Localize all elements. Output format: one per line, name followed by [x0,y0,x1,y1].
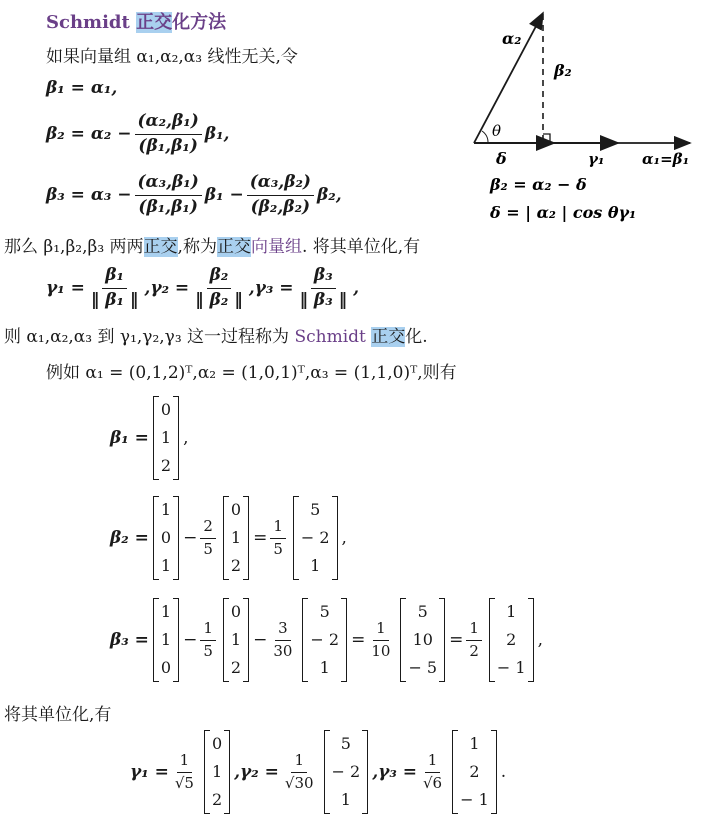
numerator: 1 [270,518,286,538]
numerator: (α₃,β₂) [247,173,314,196]
fraction [135,112,202,156]
alpha1-beta1-label: α₁=β₁ [642,150,690,168]
fraction [420,752,445,792]
matrix-entry: 1 [469,734,480,753]
matrix-entry: − 2 [300,528,330,547]
matrix-entry: 1 [340,790,351,809]
fraction [466,620,482,660]
matrix [153,598,179,682]
beta2-label: β₂ [554,61,572,80]
matrix-entry: 2 [211,790,223,809]
fraction [135,173,202,217]
matrix-entry: 0 [211,734,223,753]
denominator: 2 [469,641,479,660]
matrix-entry: 5 [319,602,330,621]
fraction [270,518,286,558]
matrix-entry: − 1 [460,790,489,809]
delta-label: δ [496,149,507,168]
matrix [489,598,534,682]
matrix-entry: 2 [160,456,172,475]
matrix-entry: 2 [230,556,242,575]
denominator: 30 [273,641,293,660]
intro-line: 如果向量组 α₁,α₂,α₃ 线性无关,令 [46,47,298,67]
denominator: (β₁,β₁) [138,135,198,156]
fraction [247,173,314,217]
matrix [452,730,497,814]
matrix-entry: 1 [160,428,172,447]
matrix [204,730,230,814]
matrix-entry: 2 [506,630,517,649]
numerator: β₃ [311,266,336,289]
matrix-entry: 1 [230,630,242,649]
matrix-entry: 1 [310,556,321,575]
example-beta1: β₁ = 0 1 2 , [110,396,189,480]
denominator: (β₁,β₁) [138,196,198,217]
numerator: (α₂,β₁) [135,112,202,135]
fraction [192,266,246,310]
matrix [223,598,249,682]
eq-beta3: β₃ = α₃ − $\frac{\text{(α₃,β₁)}}{\text{(β₁,β₁)}}$ β₁ − $\frac{\text{(α₃,β₂)}}{\text{(β₂,β₂)}}$ β₂, [46,172,342,217]
right-angle-mark [543,134,550,143]
matrix [293,496,338,580]
gamma1-label: γ₁ [588,150,605,168]
matrix-entry: 1 [506,602,517,621]
matrix-entry: 1 [160,630,172,649]
fraction [297,266,351,310]
denominator: √5 [174,773,194,792]
fraction [368,620,393,660]
numerator: β₂ [207,266,232,289]
matrix-entry: 5 [417,602,428,621]
eq-gamma: γ₁ = $\frac{\text{β₁}}{\text{‖ β₁ ‖}}$ ,γ₂ = $\frac{\text{β₂}}{\text{‖ β₂ ‖}}$ ,γ₃ = $\frac{\text{β₃}}{\text{‖ β₃ ‖}}$ , [46,265,359,310]
eq-beta2: β₂ = α₂ − $\frac{\text{(α₂,β₁)}}{\text{(β₁,β₁)}}$ β₁, [46,111,230,156]
denominator: (β₂,β₂) [250,196,311,217]
caption-delta: δ = | α₂ | cos θγ₁ [490,203,637,222]
denominator: ‖ β₃ ‖ [299,289,348,310]
numerator: 1 [291,752,307,772]
matrix-entry: − 5 [408,658,438,677]
fraction [200,518,216,558]
matrix-entry: 0 [230,602,242,621]
numerator: (α₃,β₁) [135,173,202,196]
matrix-entry: 1 [160,556,172,575]
denominator: √30 [284,773,314,792]
fraction [200,620,216,660]
eq-beta1: β₁ = α₁, [46,78,118,98]
theta-label: θ [492,122,502,140]
numerator: β₁ [102,266,127,289]
matrix [153,496,179,580]
matrix [153,396,179,480]
caption-beta2: β₂ = α₂ − δ [490,175,587,194]
numerator: 1 [373,620,389,640]
example-line: 例如 α₁ = (0,1,2)ᵀ,α₂ = (1,0,1)ᵀ,α₃ = (1,1,0)ᵀ,则有 [46,363,457,383]
matrix-entry: 10 [412,630,433,649]
fraction [172,752,197,792]
matrix-entry: 2 [469,762,480,781]
matrix-entry: 0 [160,658,172,677]
numerator: 1 [200,620,216,640]
matrix-entry: − 2 [331,762,361,781]
matrix [324,730,369,814]
matrix [223,496,249,580]
section-title: Schmidt 正交化方法 [46,12,227,33]
numerator: 2 [200,518,216,538]
matrix-entry: 5 [340,734,351,753]
matrix [302,598,347,682]
matrix-entry: − 1 [496,658,526,677]
denominator: 5 [203,641,213,660]
theta-arc [482,131,488,143]
alpha2-label: α₂ [502,29,522,48]
fraction [270,620,295,660]
final-gammas: γ₁ = $\frac{1}{√5}$ 0 1 2 ,γ₂ = $\frac{1}{√30}$ 5 − 2 1 ,γ₃ = $\frac{1}{√6}$ 1 2 − 1 . [130,730,506,814]
denominator: 10 [371,641,391,660]
unitize-line: 将其单位化,有 [4,705,112,725]
matrix-entry: 1 [160,602,172,621]
orthogonalization-diagram [466,6,698,232]
matrix-entry: 1 [211,762,223,781]
matrix-entry: 0 [160,528,172,547]
matrix-entry: 0 [230,500,242,519]
matrix-entry: 1 [319,658,330,677]
example-beta2: β₂ = 1 0 1 − $\frac{2}{5}$ 0 1 2 = $\frac{1}{5}$ 5 − 2 1 , [110,496,347,580]
matrix-entry: 0 [160,400,172,419]
numerator: 1 [177,752,193,772]
denominator: ‖ β₂ ‖ [195,289,243,310]
denominator: √6 [422,773,443,792]
matrix-entry: 1 [160,500,172,519]
numerator: 1 [425,752,441,772]
denominator: 5 [273,539,283,558]
orthogonal-statement: 那么 β₁,β₂,β₃ 两两正交,称为正交向量组. 将其单位化,有 [4,237,421,257]
process-statement: 则 α₁,α₂,α₃ 到 γ₁,γ₂,γ₃ 这一过程称为 Schmidt 正交化. [4,327,428,347]
matrix [400,598,445,682]
numerator: 3 [275,620,291,640]
matrix-entry: − 2 [310,630,340,649]
fraction [282,752,317,792]
matrix-entry: 5 [310,500,321,519]
example-beta3: β₃ = 1 1 0 − $\frac{1}{5}$ 0 1 2 − $\frac{3}{30}$ 5 − 2 1 = $\frac{1}{10}$ 5 10 − 5 = $\frac{1}{2}$ 1 2 − 1 , [110,598,543,682]
matrix-entry: 1 [230,528,242,547]
fraction [88,266,142,310]
numerator: 1 [466,620,482,640]
denominator: ‖ β₁ ‖ [90,289,139,310]
matrix-entry: 2 [230,658,242,677]
denominator: 5 [203,539,213,558]
